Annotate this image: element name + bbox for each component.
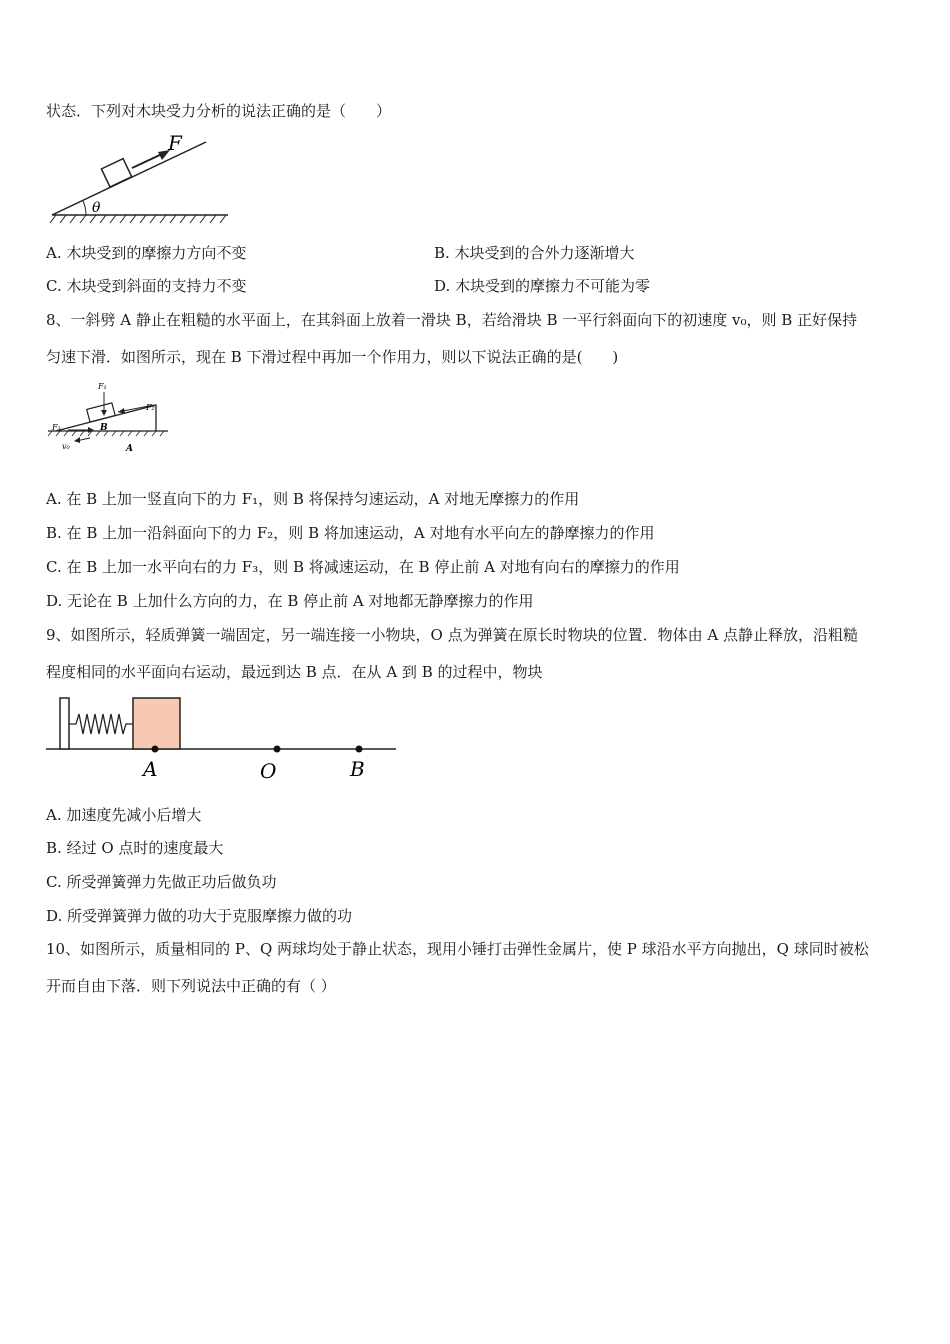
wedge-label: A [126,444,133,454]
q7-option-b[interactable]: B. 木块受到的合外力逐渐增大 [434,244,635,262]
spring [69,714,133,734]
q9-option-c[interactable]: C. 所受弹簧弹力先做正功后做负功 [46,873,277,891]
point-o-label: O [260,759,277,783]
spring-block [133,698,180,749]
q7-block [101,159,131,187]
f2-label: F₂ [146,403,155,412]
q9-spring-figure [46,690,401,785]
angle-label: θ [92,200,101,216]
q9-option-d[interactable]: D. 所受弹簧弹力做的功大于克服摩擦力做的功 [46,907,353,925]
q7-option-a[interactable]: A. 木块受到的摩擦力方向不变 [46,244,247,262]
q8-option-d[interactable]: D. 无论在 B 上加什么方向的力，在 B 停止前 A 对地都无静摩擦力的作用 [46,592,534,610]
q8-option-b[interactable]: B. 在 B 上加一沿斜面向下的力 F₂，则 B 将加速运动，A 对地有水平向左的静摩擦力的作用 [46,524,655,542]
q9-option-b[interactable]: B. 经过 O 点时的速度最大 [46,839,224,857]
q8-option-a[interactable]: A. 在 B 上加一竖直向下的力 F₁，则 B 将保持匀速运动，A 对地无摩擦力的作用 [46,490,580,508]
f3-label: F₃ [52,423,61,432]
q9-option-a[interactable]: A. 加速度先减小后增大 [46,806,202,824]
q8-option-c[interactable]: C. 在 B 上加一水平向右的力 F₃，则 B 将减速运动，在 B 停止前 A 对地有向右的摩擦力的作用 [46,558,680,576]
q7-intro: 状态．下列对木块受力分析的说法正确的是（ ） [46,102,392,120]
force-arrow [132,154,162,168]
point-a-label: A [143,757,158,781]
point-b-dot [356,746,363,753]
point-b-label: B [350,757,365,781]
force-label: F [168,131,182,155]
q7-option-d[interactable]: D. 木块受到的摩擦力不可能为零 [434,277,651,295]
q9-stem-line2: 程度相同的水平面向右运动，最远到达 B 点．在从 A 到 B 的过程中，物块 [46,663,543,681]
q10-stem-line1: 10、如图所示，质量相同的 P、Q 两球均处于静止状态，现用小锤打击弹性金属片，使 P 球沿水平方向抛出，Q 球同时被松 [46,940,869,958]
point-a-dot [152,746,159,753]
f1-label: F₁ [98,382,107,391]
point-o-dot [274,746,281,753]
block-label: B [100,423,108,433]
q7-incline-figure [46,130,236,230]
wall [60,698,69,749]
q10-stem-line2: 开而自由下落．则下列说法中正确的有（ ） [46,977,336,995]
wedge-block [87,403,115,422]
q7-option-c[interactable]: C. 木块受到斜面的支持力不变 [46,277,247,295]
q8-stem-line1: 8、一斜劈 A 静止在粗糙的水平面上，在其斜面上放着一滑块 B，若给滑块 B 一平行斜面向下的初速度 v₀，则 B 正好保持 [46,311,858,329]
q9-stem-line1: 9、如图所示，轻质弹簧一端固定，另一端连接一小物块，O 点为弹簧在原长时物块的位置．物体由 A 点静止释放，沿粗糙 [46,626,858,644]
q8-wedge-figure [46,378,171,470]
q8-stem-line2: 匀速下滑．如图所示，现在 B 下滑过程中再加一个作用力，则以下说法正确的是( ) [46,348,619,366]
v0-label: v₀ [62,442,70,451]
